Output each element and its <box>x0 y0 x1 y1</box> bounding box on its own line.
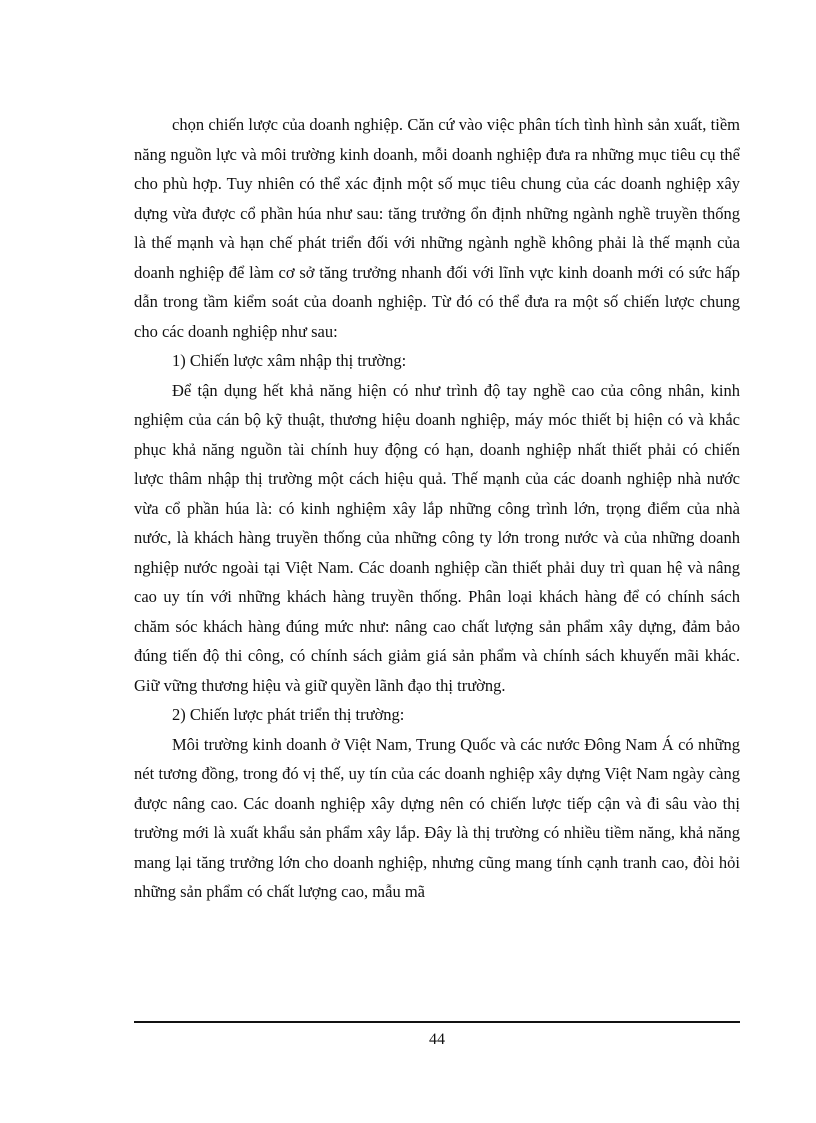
footer-divider <box>134 1021 740 1023</box>
paragraph-market-penetration: Để tận dụng hết khả năng hiện có như trình độ tay nghề cao của công nhân, kinh nghiệm của cán bộ kỹ thuật, thương hiệu doanh nghiệp, máy móc thiết bị hiện có và khắc phục khả năng nguồn tài chính huy động có hạn, doanh nghiệp nhất thiết phải có chiến lược thâm nhập thị trường một cách hiệu quả. Thế mạnh của các doanh nghiệp nhà nước vừa cổ phần húa là: có kinh nghiệm xây lắp những công trình lớn, trọng điểm của nhà nước, là khách hàng truyền thống của những công ty lớn trong nước và của những doanh nghiệp nước ngoài tại Việt Nam. Các doanh nghiệp cần thiết phải duy trì quan hệ và nâng cao uy tín với những khách hàng truyền thống. Phân loại khách hàng để có chính sách chăm sóc khách hàng đúng mức như: nâng cao chất lượng sản phẩm xây dựng, đảm bảo đúng tiến độ thi công, có chính sách giảm giá sản phẩm và chính sách khuyến mãi khác. Giữ vững thương hiệu và giữ quyền lãnh đạo thị trường. <box>134 380 740 695</box>
paragraph-intro-continuation: chọn chiến lược của doanh nghiệp. Căn cứ vào việc phân tích tình hình sản xuất, tiềm năng nguồn lực và môi trường kinh doanh, mỗi doanh nghiệp đưa ra những mục tiêu cụ thể cho phù hợp. Tuy nhiên có thể xác định một số mục tiêu chung của các doanh nghiệp xây dựng vừa được cổ phần húa như sau: tăng trưởng ổn định những ngành nghề truyền thống là thế mạnh và hạn chế phát triển đối với những ngành nghề không phải là thế mạnh của doanh nghiệp để làm cơ sở tăng trưởng nhanh đối với lĩnh vực kinh doanh mới có sức hấp dẫn trong tầm kiểm soát của doanh nghiệp. Từ đó có thể đưa ra một số chiến lược chung cho các doanh nghiệp như sau: <box>134 115 740 341</box>
paragraph-market-development: Môi trường kinh doanh ở Việt Nam, Trung Quốc và các nước Đông Nam Á có những nét tương đồng, trong đó vị thế, uy tín của các doanh nghiệp xây dựng Việt Nam ngày càng được nâng cao. Các doanh nghiệp xây dựng nên có chiến lược tiếp cận và đi sâu vào thị trường mới là xuất khẩu sản phẩm xây lắp. Đây là thị trường có nhiều tiềm năng, khả năng mang lại tăng trưởng lớn cho doanh nghiệp, nhưng cũng mang tính cạnh tranh cao, đòi hỏi những sản phẩm có chất lượng cao, mẫu mã <box>134 734 740 901</box>
heading-market-development: 2) Chiến lược phát triển thị trường: <box>172 705 405 724</box>
body-text <box>134 110 740 907</box>
page-number: 44 <box>429 1031 445 1048</box>
heading-market-penetration: 1) Chiến lược xâm nhập thị trường: <box>172 351 407 370</box>
